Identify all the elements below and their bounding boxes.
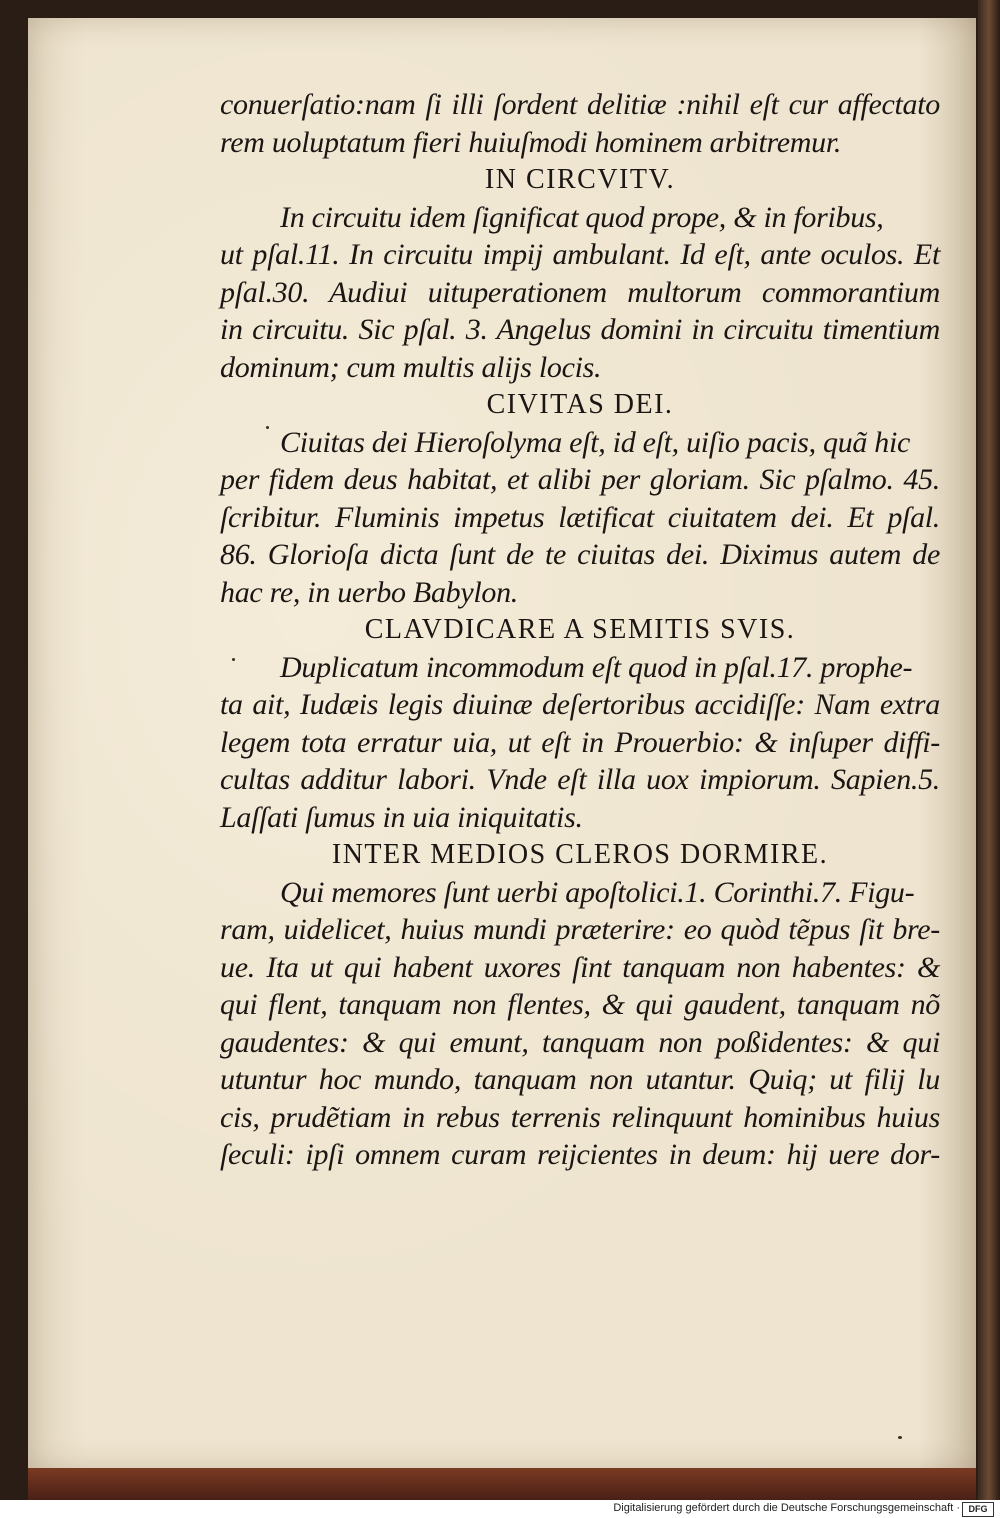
text-line: ta ait, Iudæis legis diuinæ deſertoribus accidiſſe: Nam extra <box>220 688 940 721</box>
text-line: ut pſal.11. In circuitu impij ambulant. Id eſt, ante oculos. Et <box>220 238 940 271</box>
text-line: pſal.30. Audiui uituperationem multorum commorantium <box>220 275 940 309</box>
text-line: Laſſati ſumus in uia iniquitatis. <box>220 800 583 834</box>
section-heading: CLAVDICARE A SEMITIS SVIS. <box>364 614 796 645</box>
text-line: In circuitu idem ſignificat quod prope, & in foribus, <box>280 200 884 234</box>
section-heading: INTER MEDIOS CLEROS DORMIRE. <box>331 839 829 870</box>
text-line: legem tota erratur uia, ut eſt in Prouerbio: & inſuper diffi- <box>220 725 940 759</box>
text-line: per fidem deus habitat, et alibi per gloriam. Sic pſalmo. 45. <box>220 463 940 496</box>
funding-credit: Digitalisierung gefördert durch die Deutsche Forschungsgemeinschaft · <box>613 1502 960 1514</box>
text-line: qui flent, tanquam non flentes, & qui gaudent, tanquam nõ <box>220 988 940 1021</box>
page-text-block <box>220 86 940 1174</box>
text-line: hac re, in uerbo Babylon. <box>220 575 518 609</box>
section-heading: IN CIRCVITV. <box>484 164 676 195</box>
text-line: Ciuitas dei Hieroſolyma eſt, id eſt, uiſio pacis, quã hic <box>280 425 911 459</box>
text-line: ſcribitur. Fluminis impetus lætificat ciuitatem dei. Et pſal. <box>220 500 940 534</box>
section-heading: CIVITAS DEI. <box>486 389 674 420</box>
paper-speck <box>898 1436 902 1439</box>
text-line: conuerſatio:nam ſi illi ſordent delitiæ :nihil eſt cur affectato <box>220 88 940 121</box>
text-line: ſeculi: ipſi omnem curam reijcientes in deum: hij uere dor- <box>220 1138 940 1171</box>
text-line: ram, uidelicet, huius mundi præterire: eo quòd tẽpus ſit bre- <box>220 913 940 946</box>
text-line: rem uoluptatum fieri huiuſmodi hominem arbitremur. <box>220 125 842 159</box>
dfg-logo: DFG <box>962 1502 994 1517</box>
text-line: ue. Ita ut qui habent uxores ſint tanquam non habentes: & <box>220 950 940 984</box>
page-bottom-edge <box>28 1468 976 1500</box>
text-line: cis, prudẽtiam in rebus terrenis relinquunt hominibus huius <box>220 1100 940 1134</box>
text-line: cultas additur labori. Vnde eſt illa uox impiorum. Sapien.5. <box>220 763 940 796</box>
text-line: utuntur hoc mundo, tanquam non utantur. Quiq; ut filij lu <box>220 1063 940 1096</box>
book-binding-edge <box>978 0 1000 1500</box>
text-line: gaudentes: & qui emunt, tanquam non poßidentes: & qui <box>220 1025 940 1059</box>
digitization-footer <box>0 1500 1000 1518</box>
text-line: in circuitu. Sic pſal. 3. Angelus domini in circuitu timentium <box>220 313 940 346</box>
text-line: 86. Glorioſa dicta ſunt de te ciuitas dei. Diximus autem de <box>220 538 940 571</box>
text-line: Duplicatum incommodum eſt quod in pſal.17. prophe- <box>280 650 913 684</box>
text-line: dominum; cum multis alijs locis. <box>220 350 602 384</box>
text-line: Qui memores ſunt uerbi apoſtolici.1. Corinthi.7. Figu- <box>280 875 915 909</box>
